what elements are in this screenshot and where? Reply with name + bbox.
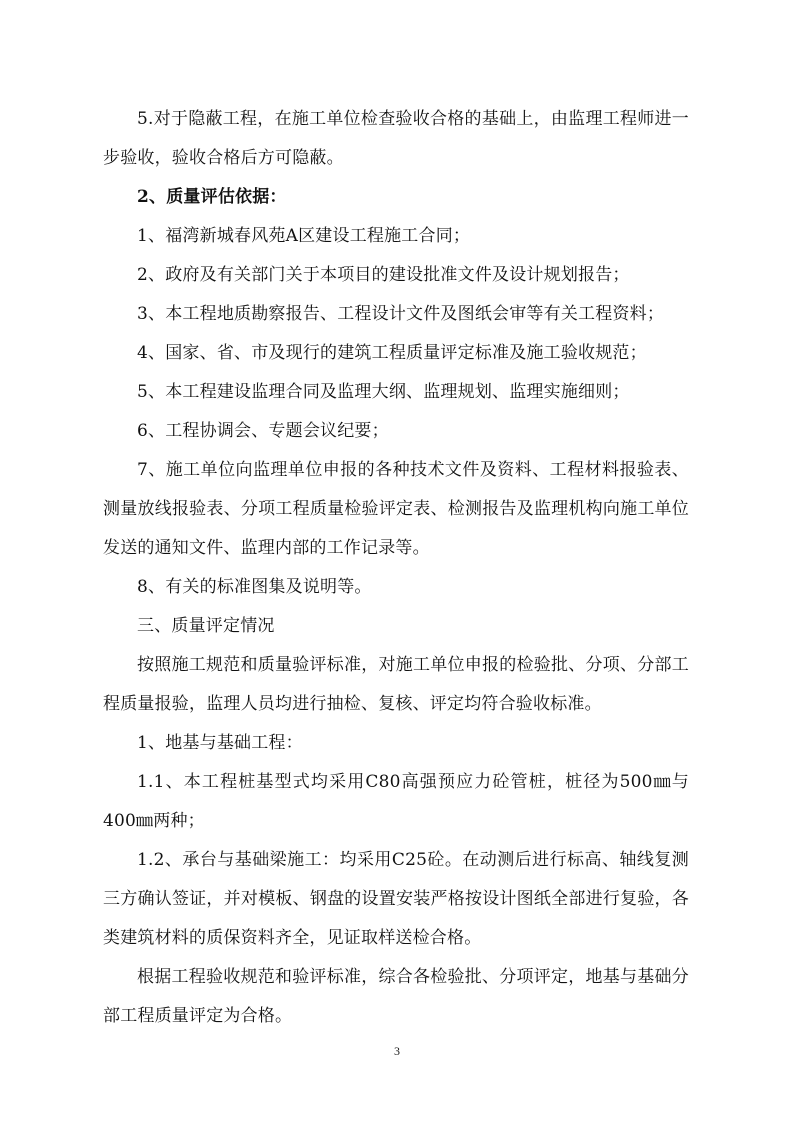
paragraph-foundation-conclusion: 根据工程验收规范和验评标准，综合各检验批、分项评定，地基与基础分部工程质量评定为合格。 (103, 967, 689, 1026)
basis-item-6: 6、工程协调会、专题会议纪要； (137, 421, 389, 441)
page-number: 3 (394, 1044, 400, 1058)
basis-item-1: 1、福湾新城春风苑A区建设工程施工合同； (137, 226, 471, 246)
document-body (103, 100, 689, 1036)
basis-item-2: 2、政府及有关部门关于本项目的建设批准文件及设计规划报告； (137, 265, 630, 285)
basis-item-5: 5、本工程建设监理合同及监理大纲、监理规划、监理实施细则； (137, 382, 630, 402)
basis-item-3: 3、本工程地质勘察报告、工程设计文件及图纸会审等有关工程资料； (137, 304, 665, 324)
basis-item-7: 7、施工单位向监理单位申报的各种技术文件及资料、工程材料报验表、测量放线报验表、分项工程质量检验评定表、检测报告及监理机构向施工单位发送的通知文件、监理内部的工作记录等。 (103, 460, 689, 558)
subheading-foundation-works: 1、地基与基础工程： (137, 733, 303, 753)
section-heading-quality-assessment: 三、质量评定情况 (137, 616, 275, 636)
paragraph-hidden-works-acceptance: 5.对于隐蔽工程，在施工单位检查验收合格的基础上，由监理工程师进一步验收，验收合格后方可隐蔽。 (103, 109, 689, 168)
basis-item-8: 8、有关的标准图集及说明等。 (137, 577, 372, 597)
basis-item-4: 4、国家、省、市及现行的建筑工程质量评定标准及施工验收规范； (137, 343, 647, 363)
paragraph-cap-and-beam: 1.2、承台与基础梁施工：均采用C25砼。在动测后进行标高、轴线复测三方确认签证，并对模板、钢盘的设置安装严格按设计图纸全部进行复验，各类建筑材料的质保资料齐全，见证取样送检合格。 (103, 850, 689, 948)
paragraph-pile-foundation: 1.1、本工程桩基型式均采用C80高强预应力砼管桩，桩径为500㎜与400㎜两种； (103, 772, 689, 831)
paragraph-assessment-summary: 按照施工规范和质量验评标准，对施工单位申报的检验批、分项、分部工程质量报验，监理人员均进行抽检、复核、评定均符合验收标准。 (103, 655, 689, 714)
heading-quality-evaluation-basis: 2、质量评估依据： (137, 187, 287, 207)
